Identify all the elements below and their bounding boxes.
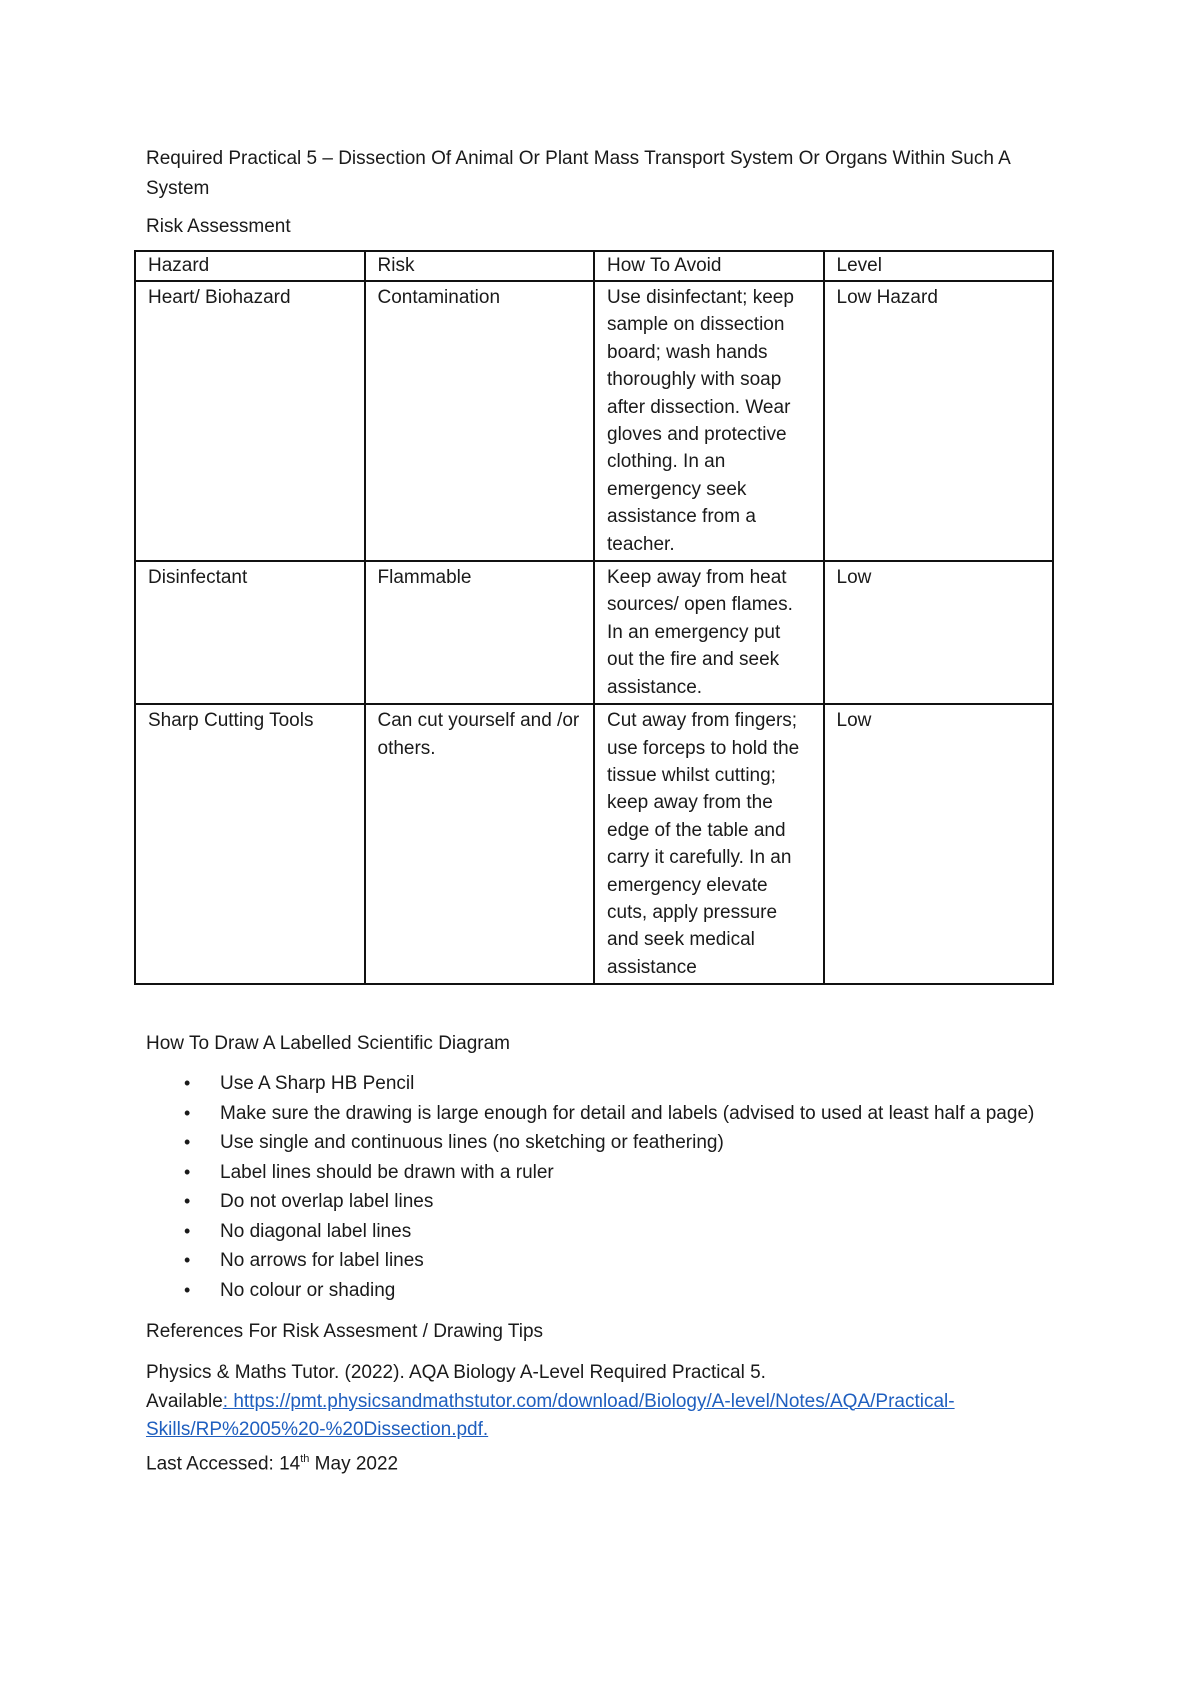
list-item: • Make sure the drawing is large enough for detail and labels (advised to used at least half a page) xyxy=(146,1099,1066,1129)
header-risk: Risk xyxy=(365,251,595,281)
list-item: • No diagonal label lines xyxy=(146,1217,1066,1247)
cell-level: Low Hazard xyxy=(824,281,1054,561)
bullet-icon: • xyxy=(184,1220,191,1241)
table-row xyxy=(135,281,1053,561)
cell-level: Low xyxy=(824,704,1054,984)
cell-level: Low xyxy=(824,561,1054,704)
cell-avoid: Cut away from fingers; use forceps to hold the tissue whilst cutting; keep away from the edge of the table and carry it carefully. In an emergency elevate cuts, apply pressure and seek medical assistance xyxy=(594,704,824,984)
cell-risk: Contamination xyxy=(365,281,595,561)
reference-citation: Physics & Maths Tutor. (2022). AQA Biology A-Level Required Practical 5. xyxy=(146,1362,766,1384)
document-page xyxy=(146,144,1066,1478)
bullet-icon: • xyxy=(184,1073,191,1094)
bullet-icon: • xyxy=(184,1102,191,1123)
diagram-heading: How To Draw A Labelled Scientific Diagram xyxy=(146,1033,510,1055)
cell-avoid: Use disinfectant; keep sample on dissection board; wash hands thoroughly with soap after dissection. Wear gloves and protective clothing. In an emergency seek assistance from a teacher. xyxy=(594,281,824,561)
bullet-icon: • xyxy=(184,1132,191,1153)
list-item: • Use single and continuous lines (no sketching or feathering) xyxy=(146,1128,1066,1158)
cell-hazard: Sharp Cutting Tools xyxy=(135,704,365,984)
cell-risk: Flammable xyxy=(365,561,595,704)
list-item: • Label lines should be drawn with a ruler xyxy=(146,1158,1066,1188)
table-row xyxy=(135,704,1053,984)
references-heading: References For Risk Assesment / Drawing Tips xyxy=(146,1321,544,1343)
document-title: Required Practical 5 – Dissection Of Animal Or Plant Mass Transport System Or Organs Within Such A System xyxy=(146,148,1010,199)
cell-hazard: Disinfectant xyxy=(135,561,365,704)
reference-link[interactable]: : https://pmt.physicsandmathstutor.com/download/Biology/A-level/Notes/AQA/Practical-Skills/RP%2005%20-%20Dissection.pdf. xyxy=(146,1390,955,1441)
reference-last-accessed: Last Accessed: 14th May 2022 xyxy=(146,1452,399,1474)
bullet-icon: • xyxy=(184,1250,191,1271)
list-item: • Do not overlap label lines xyxy=(146,1187,1066,1217)
bullet-icon: • xyxy=(184,1191,191,1212)
table-row xyxy=(135,561,1053,704)
bullet-icon: • xyxy=(184,1161,191,1182)
bullet-icon: • xyxy=(184,1279,191,1300)
risk-assessment-heading: Risk Assessment xyxy=(146,216,291,237)
cell-risk: Can cut yourself and /or others. xyxy=(365,704,595,984)
header-how-to-avoid: How To Avoid xyxy=(594,251,824,281)
table-header-row xyxy=(135,251,1053,281)
header-hazard: Hazard xyxy=(135,251,365,281)
drawing-tips-list xyxy=(146,1069,1066,1305)
reference-available xyxy=(146,1388,1066,1445)
available-label: Available xyxy=(146,1390,223,1412)
cell-hazard: Heart/ Biohazard xyxy=(135,281,365,561)
list-item: • No colour or shading xyxy=(146,1276,1066,1306)
cell-avoid: Keep away from heat sources/ open flames. In an emergency put out the fire and seek assistance. xyxy=(594,561,824,704)
header-level: Level xyxy=(824,251,1054,281)
risk-assessment-table xyxy=(134,250,1054,985)
list-item: • Use A Sharp HB Pencil xyxy=(146,1069,1066,1099)
list-item: • No arrows for label lines xyxy=(146,1246,1066,1276)
